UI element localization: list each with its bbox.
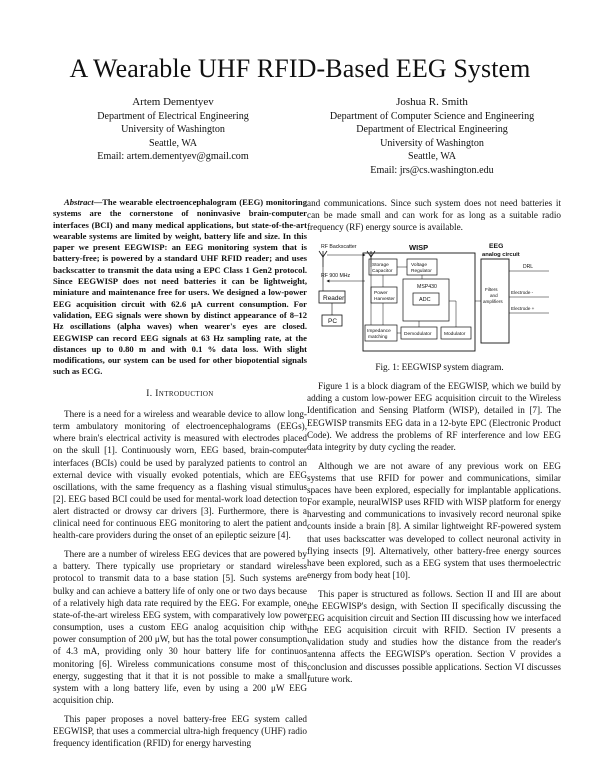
amplifiers-label: amplifiers — [483, 299, 503, 305]
section-number: I. — [146, 388, 153, 399]
reader-label: Reader — [323, 295, 345, 303]
electrode-minus-label: Electrode - — [511, 290, 534, 296]
pc-label: PC — [328, 318, 338, 326]
abstract-label: Abstract — [64, 197, 94, 207]
rf-900-label: RF 900 MHz — [321, 273, 351, 280]
body-paragraph: Although we are not aware of any previous work on EEG systems that use RFID for power and communications, similar spaces have been explored, especially for implantable applications. For example, neuralWISP uses RFID with WISP platform for energy harvesting and communications to invasively record neuronal spike counts inside a brain [8]. A similar lightweight RF-powered system that uses backscatter was developed to collect neuronal activity in flying insects [9]. Alternatively, other battery-free energy sources have been explored, such as a EEG system that uses thermoelectric energy from body heat [10]. — [307, 460, 561, 580]
impedance-label: Impedance — [367, 329, 391, 335]
regulator-label: Regulator — [411, 269, 432, 275]
author-name: Artem Dementyev — [132, 96, 214, 108]
filters-label: Filters — [485, 287, 498, 293]
author-block-1 — [48, 96, 298, 164]
body-paragraph: There is a need for a wireless and wearable device to allow long-term ambulatory monitoring of electroencephalograms (EEGs), where brain's electrical activity is measured with electrodes placed on the skull [1]. Continuously worn, EEG based, brain-computer interfaces (BCIs) could be used by paralyzed patients to control an external device with visually evoked potentials, which are EEG oscillations, with the same frequency as a flashing visual stimulus [2]. EEG based BCI could be used for mental-work load detection to alert distracted or drowsy car drivers [3]. Furthermore, there is a clinical need for continuous EEG monitoring to alert the patient and health-care providers during the onset of an epileptic seizure [4]. — [53, 408, 307, 541]
eeg-label: EEG — [489, 243, 504, 251]
power-label: Power — [374, 291, 388, 297]
body-paragraph: This paper is structured as follows. Section II and III are about the EEGWISP's design, with Section II specifically discussing the EEG acquisition circuit and Section III discussing how we interfaced the EEG acquisition circuit with RFID. Section IV presents a validation study and studies how the distance from the reader's antenna affects the EEGWISP's operation. Section V provides a conclusion and discusses possible applications. Section VI discusses future work. — [307, 588, 561, 684]
author-university: University of Washington — [380, 137, 484, 149]
demodulator-label: Demodulator — [404, 332, 432, 338]
abstract-text: —The wearable electroencephalogram (EEG) monitoring systems are the cornerstone of noninvasive brain-computer interfaces (BCI) and many medical applications, but state-of-the-art wearable systems are limited by weight, battery life and size. In this paper we present EEGWISP: an EEG monitoring system that is battery-free; is powered by a standard UHF RFID reader; and uses backscatter to transmit the data using a EPC Class 1 Gen2 protocol. Since EEGWISP does not need batteries it can be lightweight, miniature and maintenance free for users. We designed a low-power EEG acquisition circuit with 62.6 μA current consumption. For validation, EEG signals were shown by distinct appearance of 8–12 Hz oscillations (alpha waves) when wearer's eyes are closed. EEGWISP can record EEG signals at 63 Hz sampling rate, at the distances up to 0.80 m and with 0.1 % data loss. With slight modifications, our system can be used for other biopotential signals such as ECG. — [53, 197, 307, 377]
author-university: University of Washington — [121, 124, 225, 136]
drl-label: DRL — [523, 264, 534, 271]
author-city: Seattle, WA — [148, 137, 198, 149]
matching-label: matching — [368, 335, 388, 341]
modulator-label: Modulator — [444, 332, 466, 338]
abstract — [53, 197, 307, 378]
wisp-label: WISP — [409, 243, 429, 253]
adc-label: ADC — [419, 297, 431, 304]
harvester-label: Harvester — [374, 297, 395, 303]
author-affiliation: Department of Electrical Engineering — [97, 110, 249, 122]
electrode-plus-label: Electrode + — [511, 306, 535, 312]
voltage-label: Voltage — [411, 263, 428, 269]
author-affiliation: Department of Electrical Engineering — [356, 124, 508, 136]
author-block-2 — [300, 96, 564, 178]
body-paragraph: There are a number of wireless EEG devices that are powered by a battery. There typically use proprietary or standard wireless protocol to transmit data to a base station [5]. Such systems are bulky and can achieve a battery life of only one or two days because of a relatively high data rate required by the EEG. For example, one state-of-the-art wireless EEG system, with comparatively low power consumption, uses a custom EEG analog acquisition chip with power consumption of 200 μW, but has the total power consumption of 4.3 mA, providing only 30 hour battery life for continuos monitoring [6]. Wireless communications consume most of this energy, suggesting that it that it is not possible to make a small system with a long battery life, even by using a 200 μW EEG acquisition chip. — [53, 549, 307, 705]
author-email[interactable]: Email: artem.dementyev@gmail.com — [97, 151, 249, 163]
body-paragraph: Figure 1 is a block diagram of the EEGWISP, which we build by adding a custom low-power EEG acquisition circuit to the Wireless Identification and Sensing Platform (WISP), detailed in [7]. The EEGWISP transmits EEG data in a 12-byte EPC (Electronic Product Code). We address the problems of RF interference and low EEG data integrity by duty cycling the reader. — [307, 381, 561, 452]
and-label: and — [490, 293, 498, 299]
storage-label: Storage — [372, 263, 389, 269]
body-paragraph: and communications. Since such system does not need batteries it can be made small and can work for as long as a suitable radio frequency (RF) energy source is available. — [307, 198, 561, 233]
author-email[interactable]: Email: jrs@cs.washington.edu — [370, 164, 494, 176]
msp430-label: MSP430 — [417, 284, 437, 291]
right-column — [307, 197, 561, 685]
capacitor-label: Capacitor — [372, 269, 393, 275]
eeg-analog-label: analog circuit — [482, 252, 520, 259]
figure-1 — [307, 241, 561, 361]
figure-caption: Fig. 1: EEGWISP system diagram. — [375, 362, 504, 373]
left-column — [53, 197, 307, 749]
system-diagram — [317, 241, 562, 361]
reader-antenna-icon — [319, 251, 327, 267]
author-name: Joshua R. Smith — [396, 96, 468, 108]
author-affiliation: Department of Computer Science and Engineering — [329, 110, 535, 122]
section-heading-introduction — [53, 388, 307, 400]
author-city: Seattle, WA — [407, 151, 457, 163]
rf-backscatter-label: RF Backscatter — [321, 244, 357, 251]
paper-title: A Wearable UHF RFID-Based EEG System — [69, 54, 531, 83]
body-paragraph: This paper proposes a novel battery-free EEG system called EEGWISP, that uses a commercial ultra-high frequency (UHF) radio frequency identification (RFID) for energy harvesting — [53, 713, 307, 748]
section-title: Introduction — [155, 388, 214, 399]
